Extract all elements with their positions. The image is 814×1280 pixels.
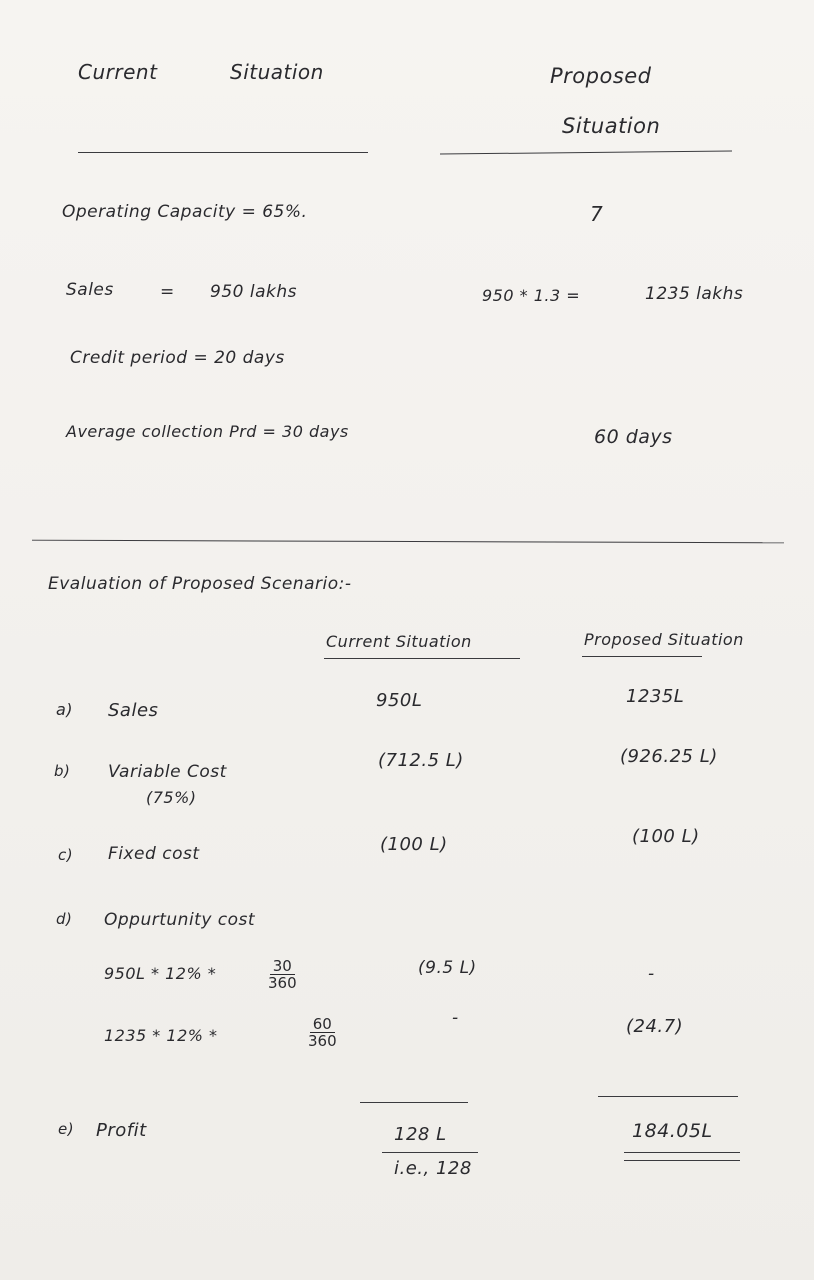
- header-proposed-situation-word: Situation: [562, 114, 661, 138]
- opportunity-calc-1: 950L * 12% *: [104, 964, 217, 983]
- row-a-current: 950L: [376, 690, 423, 711]
- opportunity-current-value: (9.5 L): [418, 958, 477, 978]
- profit-label: Profit: [96, 1120, 147, 1141]
- average-collection-proposed: 60 days: [594, 426, 673, 448]
- header-underline-right: [440, 150, 732, 154]
- header-underline-left: [78, 152, 368, 153]
- row-b-key: b): [54, 762, 71, 780]
- profit-proposed: 184.05L: [632, 1120, 713, 1142]
- col-proposed-header: Proposed Situation: [584, 630, 744, 649]
- opportunity-proposed-dash: -: [648, 964, 655, 984]
- operating-capacity-text: Operating Capacity = 65%.: [62, 202, 308, 222]
- fraction-1-denominator: 360: [268, 974, 297, 992]
- sales-equals: =: [160, 282, 175, 302]
- row-c-label: Fixed cost: [108, 844, 200, 864]
- proposed-capacity-value: 7: [590, 202, 604, 226]
- row-c-current: (100 L): [380, 834, 448, 855]
- row-d-key: d): [56, 910, 73, 928]
- profit-current-note: i.e., 128: [394, 1158, 472, 1179]
- header-current-word: Current: [78, 60, 158, 84]
- evaluation-title: Evaluation of Proposed Scenario:-: [48, 574, 352, 594]
- profit-proposed-underline-1: [624, 1152, 740, 1153]
- opportunity-current-dash: -: [452, 1008, 459, 1028]
- col-current-underline: [324, 658, 520, 659]
- section-divider: [32, 540, 784, 544]
- row-e-key: e): [58, 1120, 75, 1138]
- row-a-label: Sales: [108, 700, 159, 721]
- row-b-proposed: (926.25 L): [620, 746, 718, 767]
- col-proposed-underline: [582, 656, 702, 657]
- header-situation-word: Situation: [230, 60, 324, 84]
- row-a-key: a): [56, 700, 74, 719]
- sales-label: Sales: [66, 280, 114, 300]
- opportunity-proposed-value: (24.7): [626, 1016, 684, 1037]
- fraction-2-numerator: 60: [310, 1016, 335, 1033]
- sales-current-value: 950 lakhs: [210, 282, 297, 302]
- opportunity-fraction-2: [308, 1016, 337, 1049]
- row-b-label: Variable Cost: [108, 762, 227, 782]
- profit-rule-proposed: [598, 1096, 738, 1097]
- row-b-current: (712.5 L): [378, 750, 464, 771]
- col-current-header: Current Situation: [326, 632, 472, 651]
- sales-proposed-value: 1235 lakhs: [645, 284, 744, 304]
- average-collection-text: Average collection Prd = 30 days: [66, 422, 349, 441]
- profit-current: 128 L: [394, 1124, 447, 1145]
- header-proposed-word: Proposed: [550, 64, 652, 88]
- row-c-key: c): [58, 846, 74, 864]
- sales-proposed-calc: 950 * 1.3 =: [482, 286, 581, 305]
- opportunity-calc-2: 1235 * 12% *: [104, 1026, 218, 1045]
- row-b-sublabel: (75%): [146, 788, 197, 807]
- profit-proposed-underline-2: [624, 1160, 740, 1161]
- profit-rule-current: [360, 1102, 468, 1103]
- fraction-1-numerator: 30: [270, 958, 295, 975]
- row-a-proposed: 1235L: [626, 686, 685, 707]
- row-c-proposed: (100 L): [632, 826, 700, 847]
- credit-period-text: Credit period = 20 days: [70, 348, 285, 368]
- fraction-2-denominator: 360: [308, 1032, 337, 1050]
- row-d-label: Oppurtunity cost: [104, 910, 256, 930]
- opportunity-fraction-1: [268, 958, 297, 991]
- profit-current-underline: [382, 1152, 478, 1153]
